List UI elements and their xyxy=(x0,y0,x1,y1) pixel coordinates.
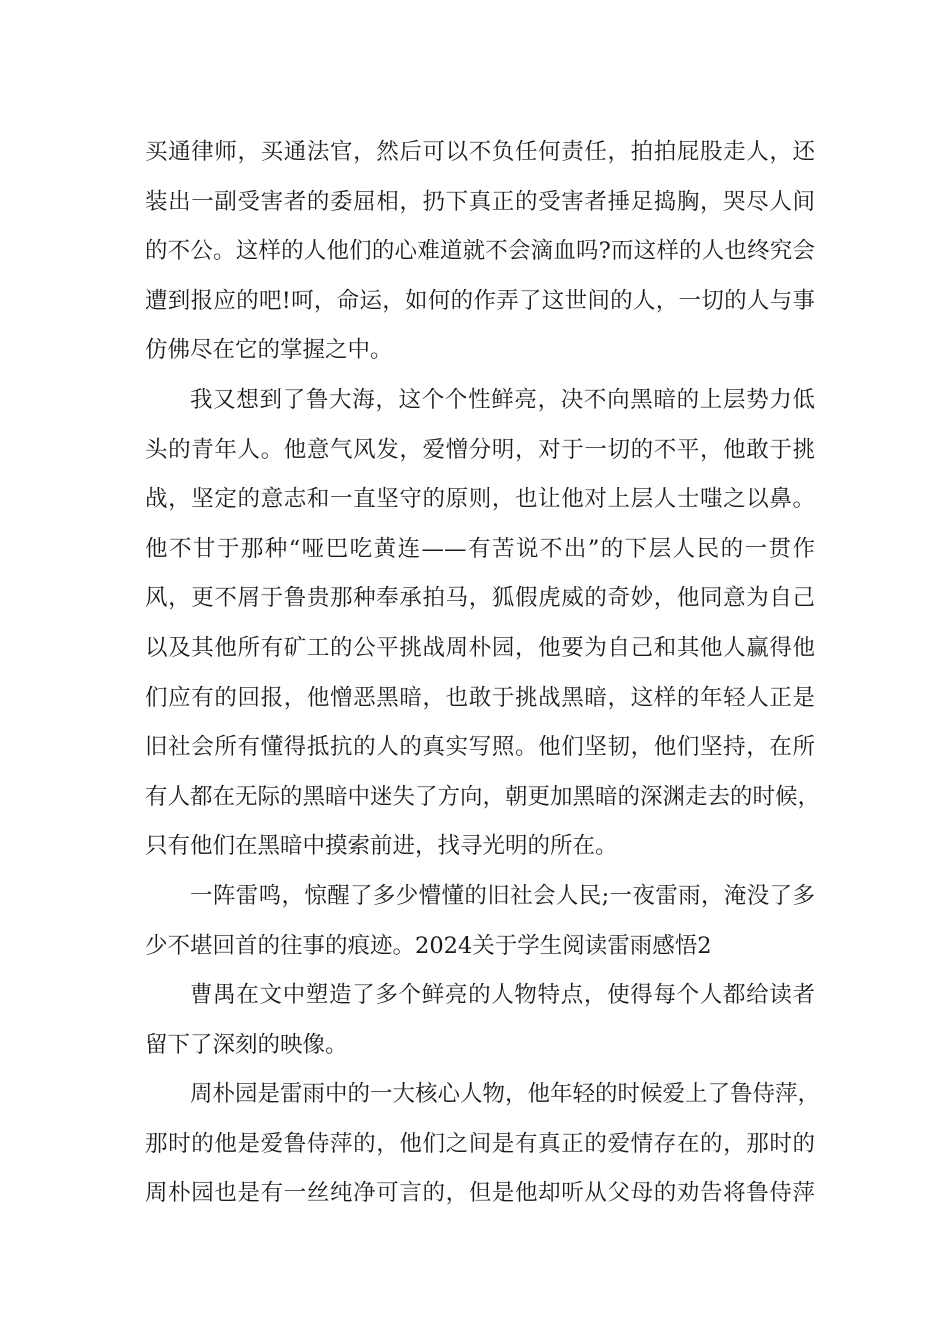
text-line: 风，更不屑于鲁贵那种奉承拍马，狐假虎威的奇妙，他同意为自己 xyxy=(145,585,815,612)
body-text xyxy=(145,128,821,1219)
text-line: 留下了深刻的映像。 xyxy=(145,1031,348,1058)
text-line: 战，坚定的意志和一直坚守的原则，也让他对上层人士嗤之以鼻。 xyxy=(145,486,815,513)
text-line: 装出一副受害者的委屈相，扔下真正的受害者捶足捣胸，哭尽人间 xyxy=(145,188,815,215)
paragraph-first-line: 曹禺在文中塑造了多个鲜亮的人物特点，使得每个人都给读者 xyxy=(190,982,815,1009)
paragraph-first-line: 我又想到了鲁大海，这个个性鲜亮，决不向黑暗的上层势力低 xyxy=(190,386,815,413)
section-heading-line: 少不堪回首的往事的痕迹。2024关于学生阅读雷雨感悟2 xyxy=(145,932,712,959)
text-line: 那时的他是爱鲁侍萍的，他们之间是有真正的爱情存在的，那时的 xyxy=(145,1130,815,1157)
text-line: 周朴园也是有一丝纯净可言的，但是他却听从父母的劝告将鲁侍萍 xyxy=(145,1180,815,1207)
text-line: 以及其他所有矿工的公平挑战周朴园，他要为自己和其他人赢得他 xyxy=(145,634,815,661)
text-line: 头的青年人。他意气风发，爱憎分明，对于一切的不平，他敢于挑 xyxy=(145,436,815,463)
text-line: 们应有的回报，他憎恶黑暗，也敢于挑战黑暗，这样的年轻人正是 xyxy=(145,684,815,711)
text-line: 旧社会所有懂得抵抗的人的真实写照。他们坚韧，他们坚持，在所 xyxy=(145,734,815,761)
text-line: 他不甘于那种“哑巴吃黄连——有苦说不出”的下层人民的一贯作 xyxy=(145,535,815,562)
paragraph-first-line: 一阵雷鸣，惊醒了多少懵懂的旧社会人民;一夜雷雨，淹没了多 xyxy=(190,882,815,909)
text-line: 买通律师，买通法官，然后可以不负任何责任，拍拍屁股走人，还 xyxy=(145,139,815,165)
text-line: 只有他们在黑暗中摸索前进，找寻光明的所在。 xyxy=(145,833,618,860)
paragraph-first-line: 周朴园是雷雨中的一大核心人物，他年轻的时候爱上了鲁侍萍， xyxy=(190,1081,821,1108)
text-line: 仿佛尽在它的掌握之中。 xyxy=(145,337,393,364)
text-line: 有人都在无际的黑暗中迷失了方向，朝更加黑暗的深渊走去的时候， xyxy=(145,783,821,810)
text-line: 的不公。这样的人他们的心难道就不会滴血吗?而这样的人也终究会 xyxy=(145,238,815,265)
text-line: 遭到报应的吧!呵，命运，如何的作弄了这世间的人，一切的人与事 xyxy=(145,287,815,314)
